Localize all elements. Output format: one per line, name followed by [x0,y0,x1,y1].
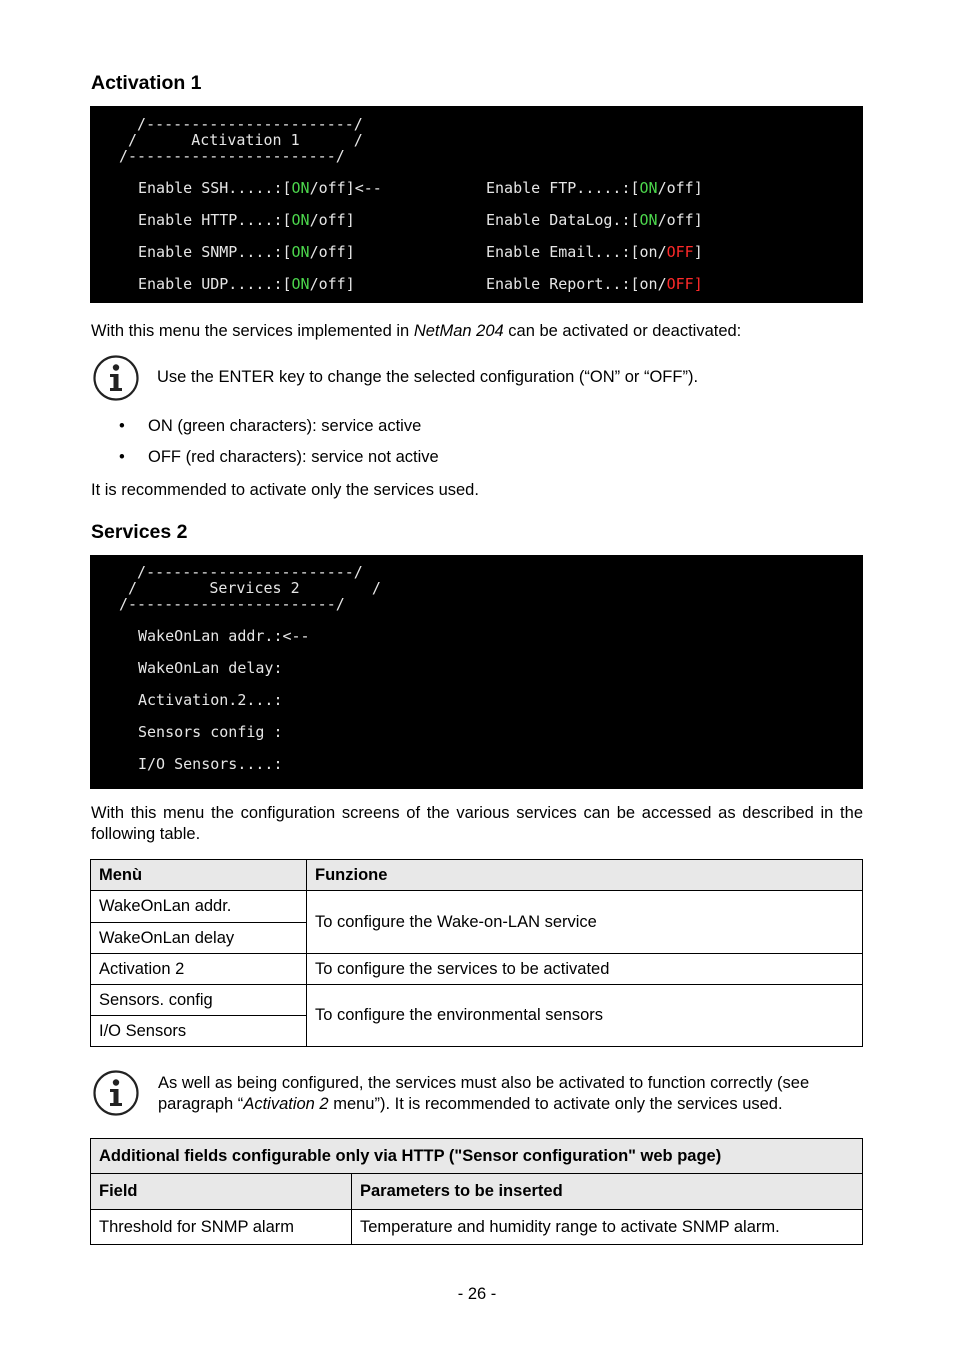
list-item: • OFF (red characters): service not active [119,448,439,466]
http-fields-table [90,1138,863,1245]
menu-item-enable-snmp[interactable]: Enable SNMP....:[ON/off] [138,243,355,261]
table-row [91,954,863,985]
menu-item-wakeonlan-delay[interactable]: WakeOnLan delay: [138,659,283,677]
table-row [91,1210,863,1245]
table-cell-menu: WakeOnLan delay [91,923,307,954]
page-number: - 26 - [457,1285,497,1303]
table-header-parameters: Parameters to be inserted [352,1174,863,1210]
table-cell-menu: Activation 2 [91,954,307,985]
table-title-row [91,1139,863,1174]
table-header-field: Field [91,1174,352,1210]
menu-title: Services 2 [209,579,300,597]
table-cell-menu: I/O Sensors [91,1016,307,1047]
frame-title-line: / Activation 1 / [119,131,363,149]
table-cell-menu: Sensors. config [91,985,307,1016]
heading-activation-1: Activation 1 [91,72,202,94]
list-item: • ON (green characters): service active [119,417,422,435]
intro-paragraph: With this menu the services implemented in NetMan 204 can be activated or deactivated: [91,322,742,340]
frame-bottom: /-----------------------/ [119,147,345,165]
heading-services-2: Services 2 [91,521,188,543]
terminal-activation-1 [90,106,863,303]
frame-title-line: / Services 2 / [119,579,381,597]
menu-item-enable-report[interactable]: Enable Report..:[on/OFF] [486,275,703,293]
table-cell-menu: WakeOnLan addr. [91,891,307,923]
menu-function-table [90,859,863,1047]
table-header-function: Funzione [307,860,863,891]
frame-top: /-----------------------/ [119,563,363,581]
terminal-services-2 [90,555,863,789]
table-intro-paragraph: With this menu the configuration screens of the various services can be accessed as described in the following table. [91,804,863,843]
info-circle-icon [93,355,139,401]
info-circle-icon [93,1070,139,1116]
frame-bottom: /-----------------------/ [119,595,345,613]
table-cell-field: Threshold for SNMP alarm [91,1210,352,1245]
frame-top: /-----------------------/ [119,115,363,133]
menu-item-activation-2[interactable]: Activation.2...: [138,691,283,709]
table-title: Additional fields configurable only via HTTP ("Sensor configuration" web page) [91,1139,863,1174]
menu-item-sensors-config[interactable]: Sensors config : [138,723,283,741]
menu-item-enable-ftp[interactable]: Enable FTP.....:[ON/off] [486,179,703,197]
menu-item-enable-datalog[interactable]: Enable DataLog.:[ON/off] [486,211,703,229]
menu-item-wakeonlan-addr[interactable]: WakeOnLan addr.:<-- [138,627,310,645]
table-cell-function: To configure the Wake-on-LAN service [307,891,863,954]
cursor-arrow: <-- [354,179,382,197]
table-cell-function: To configure the services to be activated [307,954,863,985]
menu-item-enable-http[interactable]: Enable HTTP....:[ON/off] [138,211,355,229]
table-header-row [91,860,863,891]
menu-item-enable-email[interactable]: Enable Email...:[on/OFF] [486,243,703,261]
table-row [91,985,863,1016]
table-row [91,891,863,923]
table-cell-function: To configure the environmental sensors [307,985,863,1047]
bullet-list [91,416,439,478]
menu-item-io-sensors[interactable]: I/O Sensors....: [138,755,283,773]
note-enter-key: Use the ENTER key to change the selected configuration (“ON” or “OFF”). [157,368,699,386]
recommendation-paragraph: It is recommended to activate only the services used. [91,481,479,499]
menu-item-enable-udp[interactable]: Enable UDP.....:[ON/off] [138,275,355,293]
table-header-row [91,1174,863,1210]
table-cell-parameters: Temperature and humidity range to activate SNMP alarm. [352,1210,863,1245]
table-header-menu: Menù [91,860,307,891]
menu-title: Activation 1 [191,131,300,149]
menu-item-enable-ssh[interactable]: Enable SSH.....:[ON/off]<-- [138,179,382,197]
note-activation: As well as being configured, the services must also be activated to function correctly (see paragraph “Activation 2 menu”). It is recommended to activate only the services used. [158,1074,810,1113]
